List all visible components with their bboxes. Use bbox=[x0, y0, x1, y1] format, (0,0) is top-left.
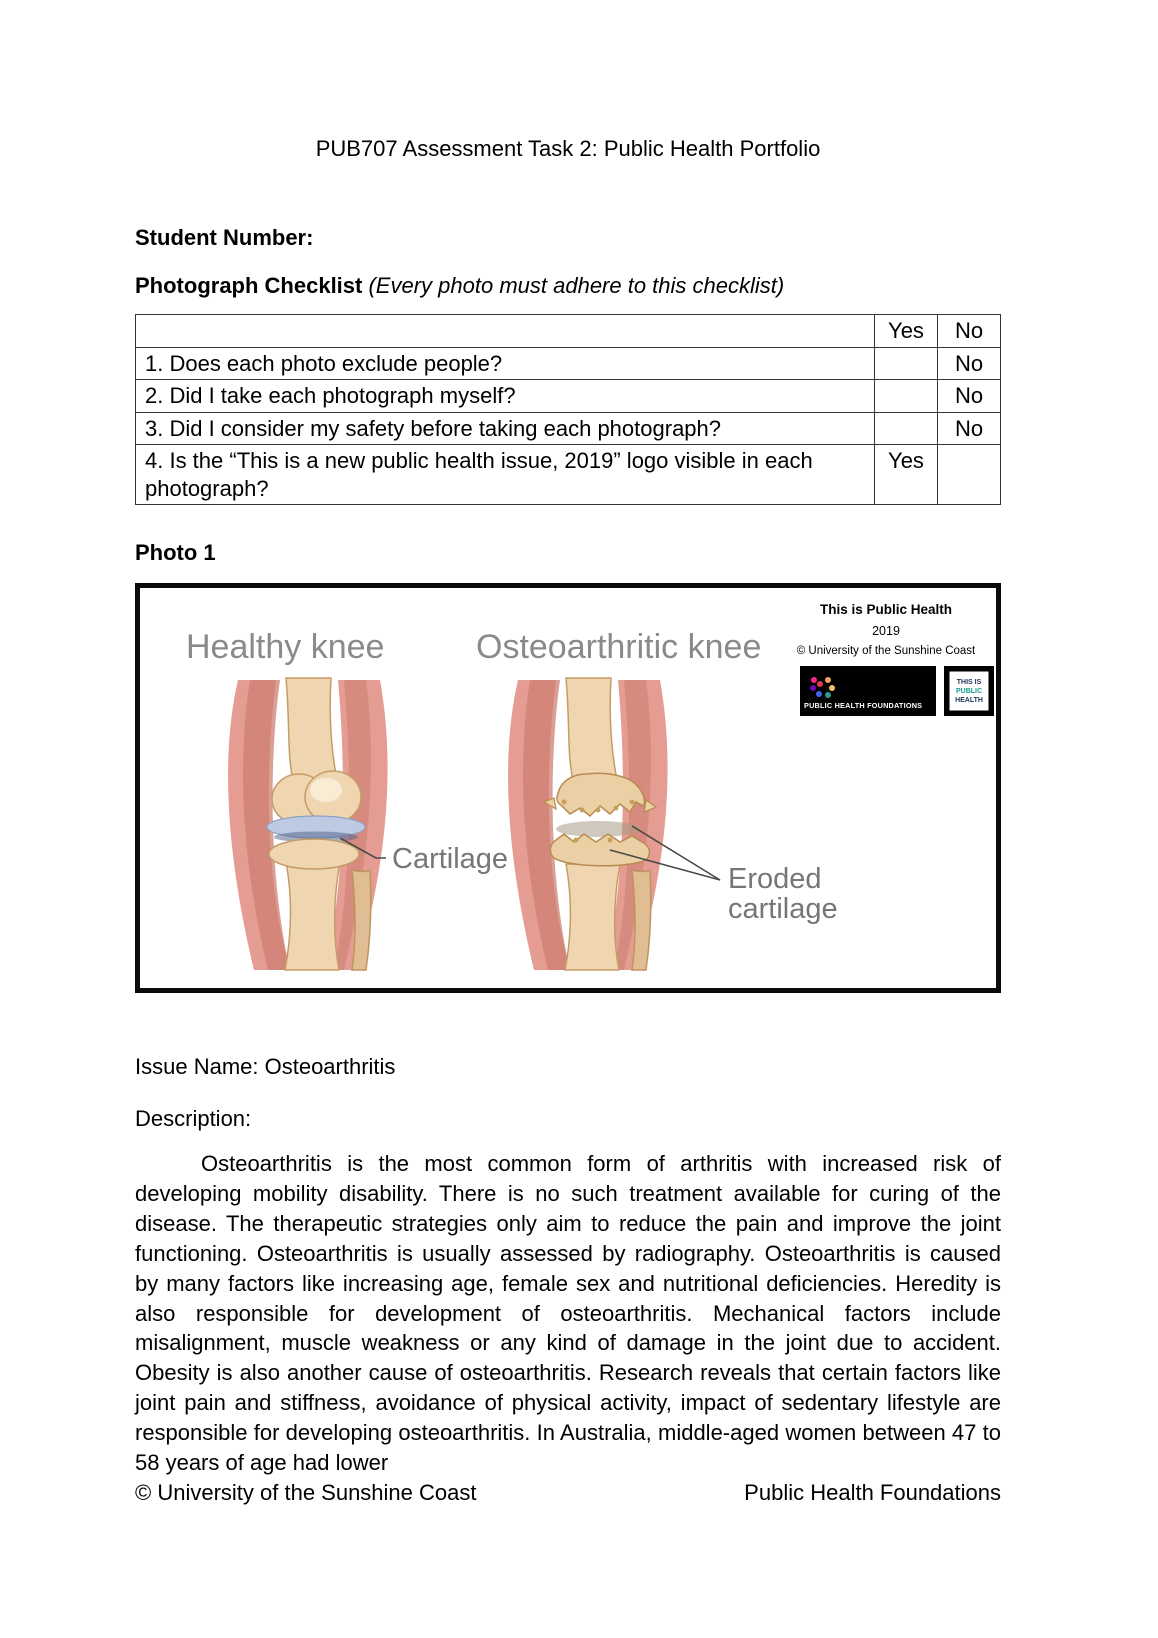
foundations-badge-text: PUBLIC HEALTH FOUNDATIONS bbox=[804, 701, 923, 710]
this-is-public-health-badge bbox=[944, 666, 994, 716]
description-paragraph: Osteoarthritis is the most common form of arthritis with increased risk of developing mobility disability. There is no such treatment available for curing of the disease. The therapeutic strategies only aim to reduce the pain and improve the joint functioning. Osteoarthritis is usually assessed by radiography. Osteoarthritis is caused by many factors like increasing age, female sex and nutritional deficiencies. Heredity is also responsible for development of osteoarthritis. Mechanical factors include misalignment, muscle weakness or any kind of damage in the joint due to accident. Obesity is also another cause of osteoarthritis. Research reveals that certain factors like joint pain and stiffness, avoidance of physical activity, impact of sedentary lifestyle are responsible for developing osteoarthritis. In Australia, middle-aged women between 47 to 58 years of age had lower bbox=[135, 1151, 1001, 1476]
tibia-plateau bbox=[269, 839, 359, 869]
fibula-bone bbox=[352, 870, 371, 970]
checklist-heading bbox=[135, 272, 1001, 300]
checklist-no-header: No bbox=[938, 315, 1001, 348]
page-footer bbox=[135, 1480, 1001, 1506]
bone-highlight bbox=[310, 778, 342, 802]
rough-bone-dot bbox=[608, 838, 613, 843]
checklist-yes-cell: Yes bbox=[875, 445, 938, 505]
rough-bone-dot bbox=[596, 808, 601, 813]
checklist-yes-header: Yes bbox=[875, 315, 938, 348]
description-label: Description: bbox=[135, 1106, 252, 1131]
rough-bone-dot bbox=[630, 800, 635, 805]
checklist-question-cell: 2. Did I take each photograph myself? bbox=[136, 380, 875, 413]
tiph-badge-line1: THIS IS bbox=[956, 679, 982, 686]
checklist-header-row bbox=[136, 315, 1001, 348]
checklist-heading-label: Photograph Checklist bbox=[135, 273, 363, 298]
checklist-no-cell bbox=[938, 445, 1001, 505]
checklist-no-cell: No bbox=[938, 380, 1001, 413]
cartilage-label: Cartilage bbox=[392, 843, 509, 875]
checklist-row bbox=[136, 380, 1001, 413]
photo-checklist-table bbox=[135, 314, 1001, 505]
checklist-heading-note: (Every photo must adhere to this checklist) bbox=[368, 273, 785, 298]
checklist-row bbox=[136, 445, 1001, 505]
watermark-line-2: 2019 bbox=[872, 624, 900, 638]
healthy-knee-title: Healthy knee bbox=[186, 628, 385, 666]
checklist-question-header bbox=[136, 315, 875, 348]
checklist-row bbox=[136, 412, 1001, 445]
eroded-label-line2: cartilage bbox=[728, 893, 838, 925]
fibula-bone bbox=[632, 870, 651, 970]
rough-bone-dot bbox=[614, 806, 619, 811]
watermark-block bbox=[797, 602, 976, 657]
osteoarthritic-knee-illustration bbox=[508, 678, 667, 970]
eroded-label-line1: Eroded bbox=[728, 863, 822, 895]
checklist-no-cell: No bbox=[938, 412, 1001, 445]
issue-name-line: Issue Name: Osteoarthritis bbox=[135, 1054, 396, 1079]
public-health-foundations-badge bbox=[800, 666, 936, 716]
healthy-knee-illustration bbox=[228, 678, 387, 970]
checklist-yes-cell bbox=[875, 347, 938, 380]
page-title: PUB707 Assessment Task 2: Public Health Portfolio bbox=[315, 136, 821, 161]
narrowed-joint-space bbox=[556, 821, 640, 837]
photo-1-label: Photo 1 bbox=[135, 540, 216, 565]
student-number-label: Student Number: bbox=[135, 225, 314, 250]
footer-right: Public Health Foundations bbox=[744, 1480, 1001, 1505]
checklist-row bbox=[136, 347, 1001, 380]
checklist-question-cell: 1. Does each photo exclude people? bbox=[136, 347, 875, 380]
tiph-badge-line2: PUBLIC bbox=[955, 688, 983, 695]
checklist-yes-cell bbox=[875, 380, 938, 413]
rough-bone-dot bbox=[562, 800, 567, 805]
femur-bone bbox=[286, 678, 337, 780]
femur-bone bbox=[566, 678, 617, 780]
checklist-no-cell: No bbox=[938, 347, 1001, 380]
tibia-bone bbox=[285, 862, 340, 970]
rough-bone-dot bbox=[574, 838, 579, 843]
checklist-question-cell: 4. Is the “This is a new public health issue, 2019” logo visible in each photograph? bbox=[136, 445, 875, 505]
photo-1-image bbox=[135, 583, 1001, 993]
watermark-line-1: This is Public Health bbox=[819, 602, 953, 617]
tiph-badge-line3: HEALTH bbox=[955, 697, 983, 704]
checklist-question-cell: 3. Did I consider my safety before taking each photograph? bbox=[136, 412, 875, 445]
knee-comparison-illustration bbox=[140, 588, 996, 988]
footer-left: © University of the Sunshine Coast bbox=[135, 1480, 477, 1505]
watermark-line-3: © University of the Sunshine Coast bbox=[796, 645, 976, 657]
rough-bone-dot bbox=[580, 808, 585, 813]
tibia-bone bbox=[565, 864, 620, 970]
checklist-yes-cell bbox=[875, 412, 938, 445]
osteoarthritic-knee-title: Osteoarthritic knee bbox=[476, 628, 762, 666]
eroded-tibia-plateau bbox=[550, 834, 649, 866]
